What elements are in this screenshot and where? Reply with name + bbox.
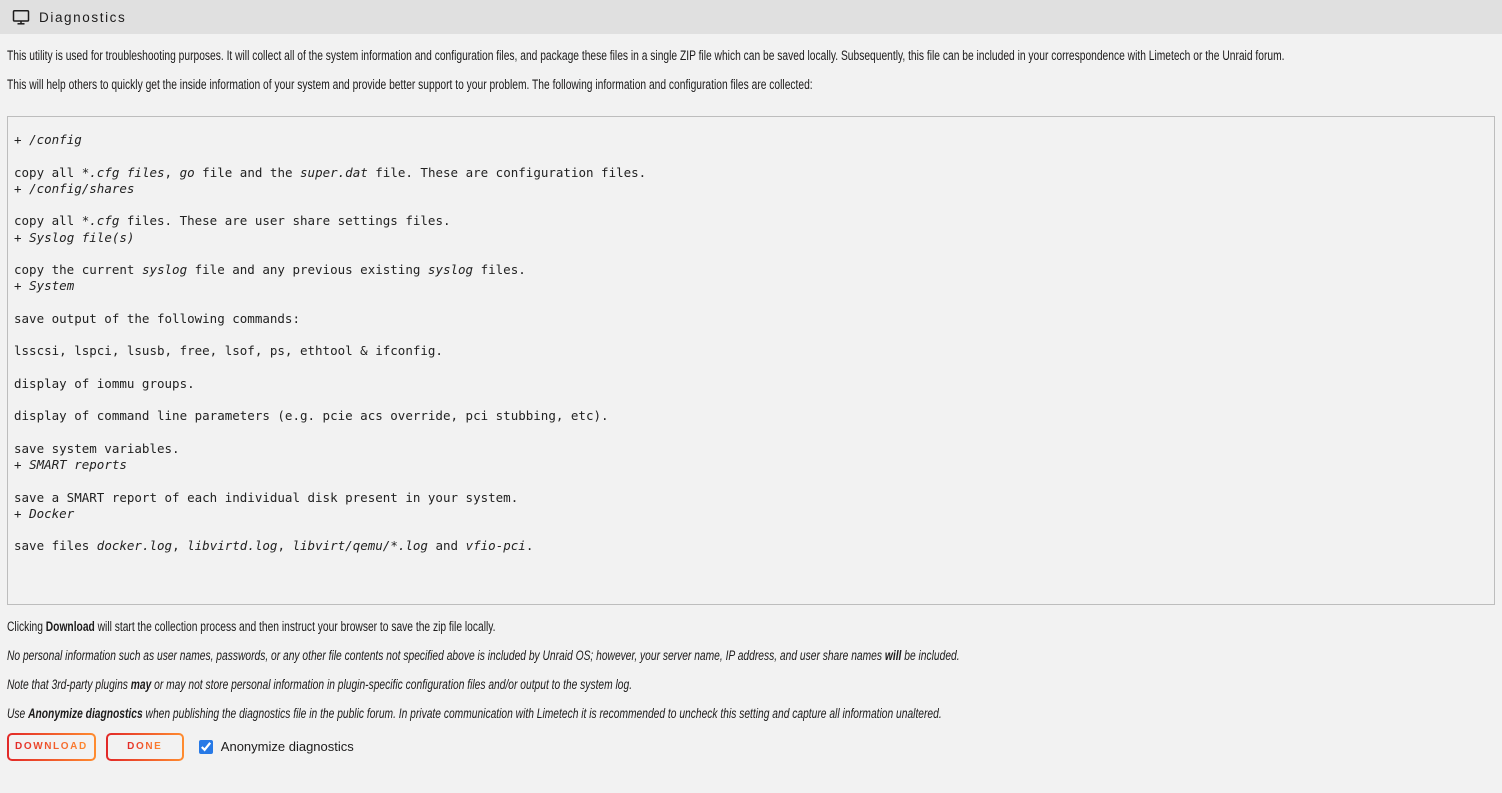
collection-line <box>14 360 1486 376</box>
collection-line <box>14 295 1486 311</box>
collection-line: + System <box>14 278 75 294</box>
page-content <box>0 48 1502 771</box>
footer-paragraph: No personal information such as user names, passwords, or any other file contents not specified above is included by Unraid OS; however, your server name, IP address, and user share names will be included. <box>7 647 960 663</box>
collection-line <box>14 425 1486 441</box>
collection-box <box>7 116 1495 605</box>
page-title: Diagnostics <box>39 9 127 25</box>
collection-line <box>14 473 1486 489</box>
monitor-icon <box>12 9 30 25</box>
collection-line: display of command line parameters (e.g. pcie acs override, pci stubbing, etc). <box>14 408 609 424</box>
footer-paragraph: Note that 3rd-party plugins may or may not store personal information in plugin-specific configuration files and/or output to the system log. <box>7 676 633 692</box>
collection-line: save system variables. <box>14 440 180 456</box>
collection-line <box>14 392 1486 408</box>
anonymize-checkbox[interactable] <box>199 740 213 754</box>
done-button[interactable] <box>106 733 184 761</box>
collection-line: copy all *.cfg files. These are user share settings files. <box>14 213 451 229</box>
collection-line: copy all *.cfg files, go file and the super.dat file. These are configuration files. <box>14 164 647 180</box>
collection-line: save a SMART report of each individual disk present in your system. <box>14 489 519 505</box>
collection-line: + /config <box>14 132 82 147</box>
collection-line: copy the current syslog file and any previous existing syslog files. <box>14 262 526 277</box>
collection-line: + SMART reports <box>14 457 127 472</box>
collection-line <box>14 522 1486 538</box>
footer-notes <box>7 619 1495 721</box>
done-button-label: DONE <box>127 741 163 752</box>
intro-section <box>7 48 1495 92</box>
collection-line: + Syslog file(s) <box>14 229 135 245</box>
actions-bar <box>7 733 1495 761</box>
collection-line: + /config/shares <box>14 180 135 196</box>
collection-line: save output of the following commands: <box>14 310 300 326</box>
collection-line: save files docker.log, libvirtd.log, libvirt/qemu/*.log and vfio-pci. <box>14 538 534 554</box>
footer-paragraph: Use Anonymize diagnostics when publishing the diagnostics file in the public forum. In private communication with Limetech it is recommended to uncheck this setting and capture all information unaltered. <box>7 705 942 721</box>
collection-line: + Docker <box>14 505 75 521</box>
collection-line: display of iommu groups. <box>14 375 195 391</box>
collection-line <box>14 327 1486 343</box>
intro-paragraph: This will help others to quickly get the inside information of your system and provide better support to your problem. The following information and configuration files are collected: <box>7 77 813 92</box>
collection-line <box>14 246 1486 262</box>
download-button[interactable] <box>7 733 96 761</box>
collection-line <box>14 148 1486 164</box>
page-titlebar <box>0 0 1502 34</box>
intro-paragraph: This utility is used for troubleshooting purposes. It will collect all of the system information and configuration files, and package these files in a single ZIP file which can be saved locally. Subsequently, this file can be included in your correspondence with Limetech or the Unraid forum. <box>7 48 1285 63</box>
footer-paragraph: Clicking Download will start the collection process and then instruct your browser to save the zip file locally. <box>7 618 496 634</box>
collection-line <box>14 197 1486 213</box>
download-button-label: DOWNLOAD <box>15 741 88 752</box>
anonymize-group <box>199 739 354 754</box>
anonymize-label[interactable]: Anonymize diagnostics <box>220 739 354 754</box>
collection-line: lsscsi, lspci, lsusb, free, lsof, ps, ethtool & ifconfig. <box>14 343 443 359</box>
